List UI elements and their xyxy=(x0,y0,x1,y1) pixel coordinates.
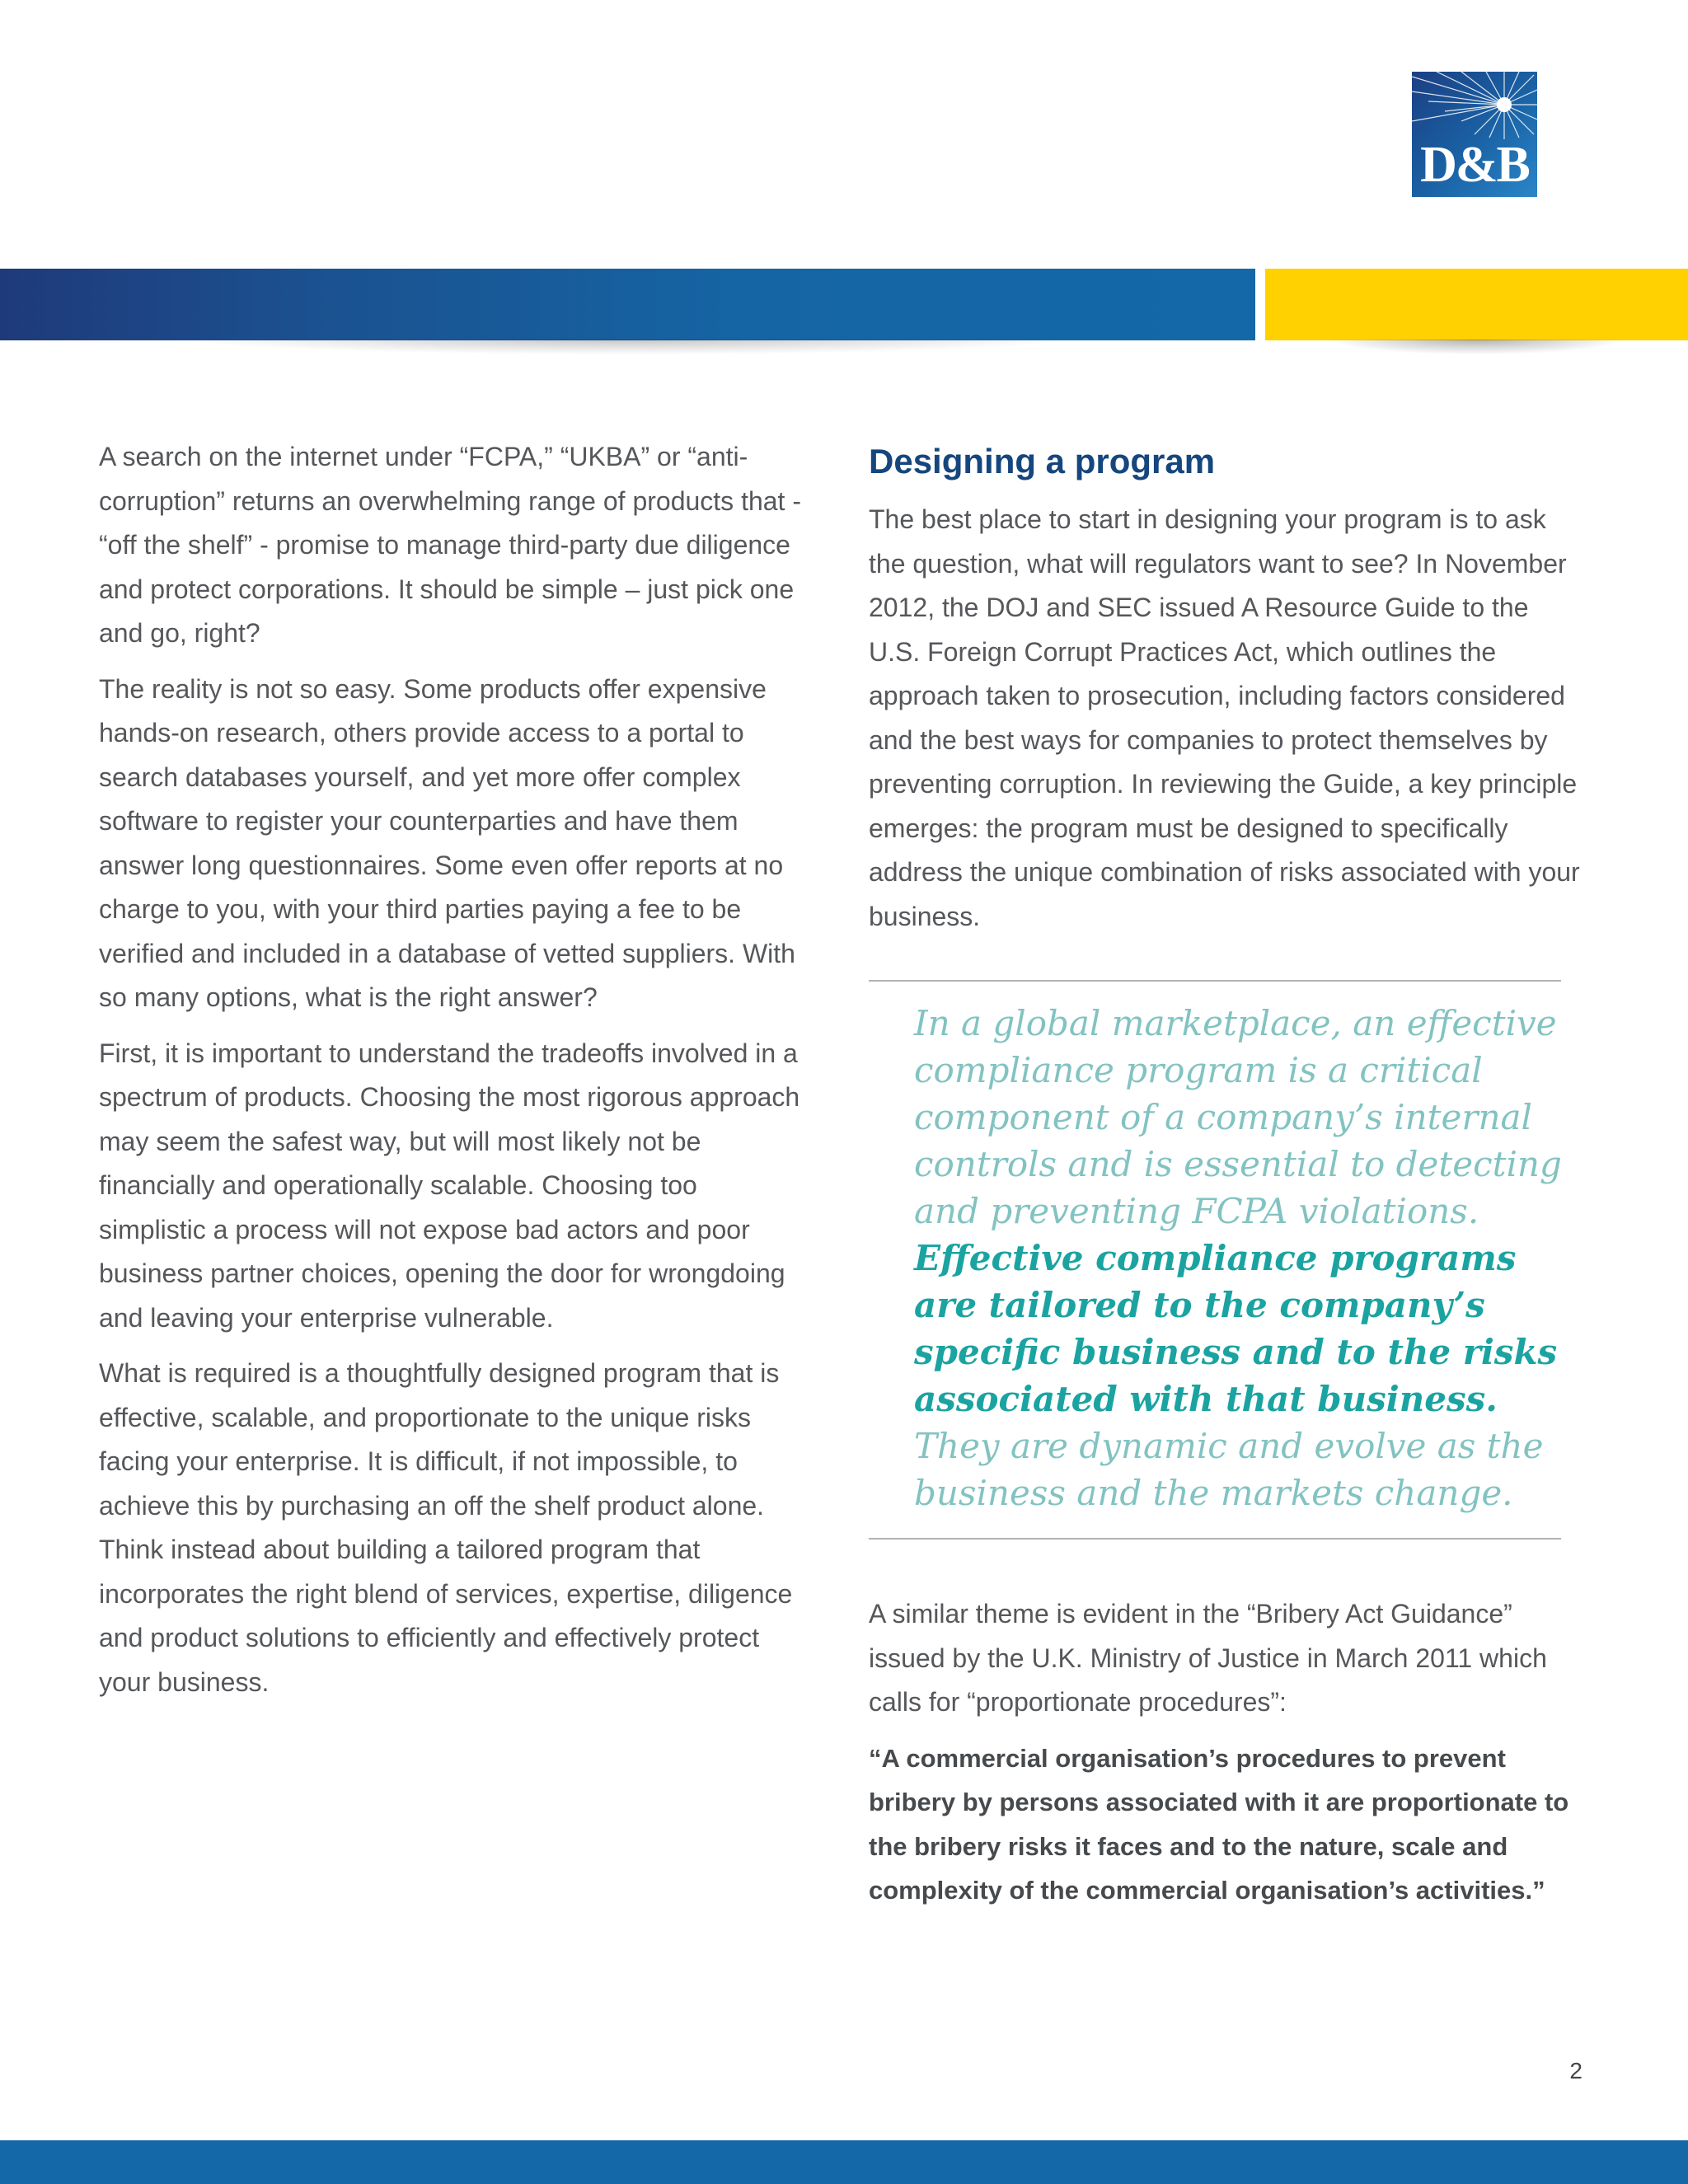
header-band-yellow xyxy=(1265,269,1688,340)
pull-quote-emphasis: Effective compliance programs are tailored to the company’s specific business and to the risks associated with that business. xyxy=(914,1238,1558,1419)
body-paragraph: The reality is not so easy. Some products offer expensive hands-on research, others provide access to a portal to search databases yourself, and yet more offer complex software to register your counterparties and have them answer long questionnaires. Some even offer reports at no charge to you, with your third parties paying a fee to be verified and included in a database of vetted suppliers. With so many options, what is the right answer? xyxy=(99,673,795,1012)
pull-quote xyxy=(869,982,1586,1538)
intro-paragraph: The best place to start in designing your program is to ask the question, what will regulators want to see? In November 2012, the DOJ and SEC issued A Resource Guide to the U.S. Foreign Corrupt Practices Act, which outlines the approach taken to prosecution, including factors considered and the best ways for companies to protect themselves by preventing corruption. In reviewing the Guide, a key principle emerges: the program must be designed to specifically address the unique combination of risks associated with your business. xyxy=(869,504,1580,931)
right-column xyxy=(869,435,1586,1913)
band-shadow xyxy=(0,340,1255,361)
logo-wordmark: D&B xyxy=(1420,137,1529,193)
page-number: 2 xyxy=(1569,2058,1582,2083)
dnb-logo xyxy=(1412,72,1537,197)
header-band-blue xyxy=(0,269,1255,340)
pull-quote-part1: In a global marketplace, an effective compliance program is a critical component of a company’s internal controls and is essential to detecting and preventing FCPA violations. xyxy=(914,1003,1562,1231)
divider-bottom xyxy=(869,1538,1561,1540)
left-column xyxy=(99,435,808,1716)
bribery-act-quote: “A commercial organisation’s procedures to prevent bribery by persons associated with it are proportionate to the bribery risks it faces and to the nature, scale and complexity of the commercial organisation’s activities.” xyxy=(869,1743,1569,1905)
footer-band xyxy=(0,2140,1688,2184)
pull-quote-text xyxy=(914,1000,1586,1516)
after-quote-paragraph: A similar theme is evident in the “Bribery Act Guidance” issued by the U.K. Ministry of Justice in March 2011 which calls for “proportionate procedures”: xyxy=(869,1599,1547,1717)
body-paragraph: What is required is a thoughtfully designed program that is effective, scalable, and proportionate to the unique risks facing your enterprise. It is difficult, if not impossible, to achieve this by purchasing an off the shelf product alone. Think instead about building a tailored program that incorporates the right blend of services, expertise, diligence and product solutions to efficiently and effectively protect your business. xyxy=(99,1358,793,1697)
body-paragraph: A search on the internet under “FCPA,” “UKBA” or “anti-corruption” returns an overwhelming range of products that - “off the shelf” - promise to manage third-party due diligence and protect corporations. It should be simple – just pick one and go, right? xyxy=(99,442,801,648)
pull-quote-part2: They are dynamic and evolve as the business and the markets change. xyxy=(914,1426,1544,1513)
band-shadow xyxy=(1265,340,1688,361)
section-heading: Designing a program xyxy=(869,442,1216,480)
body-paragraph: First, it is important to understand the tradeoffs involved in a spectrum of products. Choosing the most rigorous approach may seem the safest way, but will most likely not be financially and operationally scalable. Choosing too simplistic a process will not expose bad actors and poor business partner choices, opening the door for wrongdoing and leaving your enterprise vulnerable. xyxy=(99,1038,800,1333)
